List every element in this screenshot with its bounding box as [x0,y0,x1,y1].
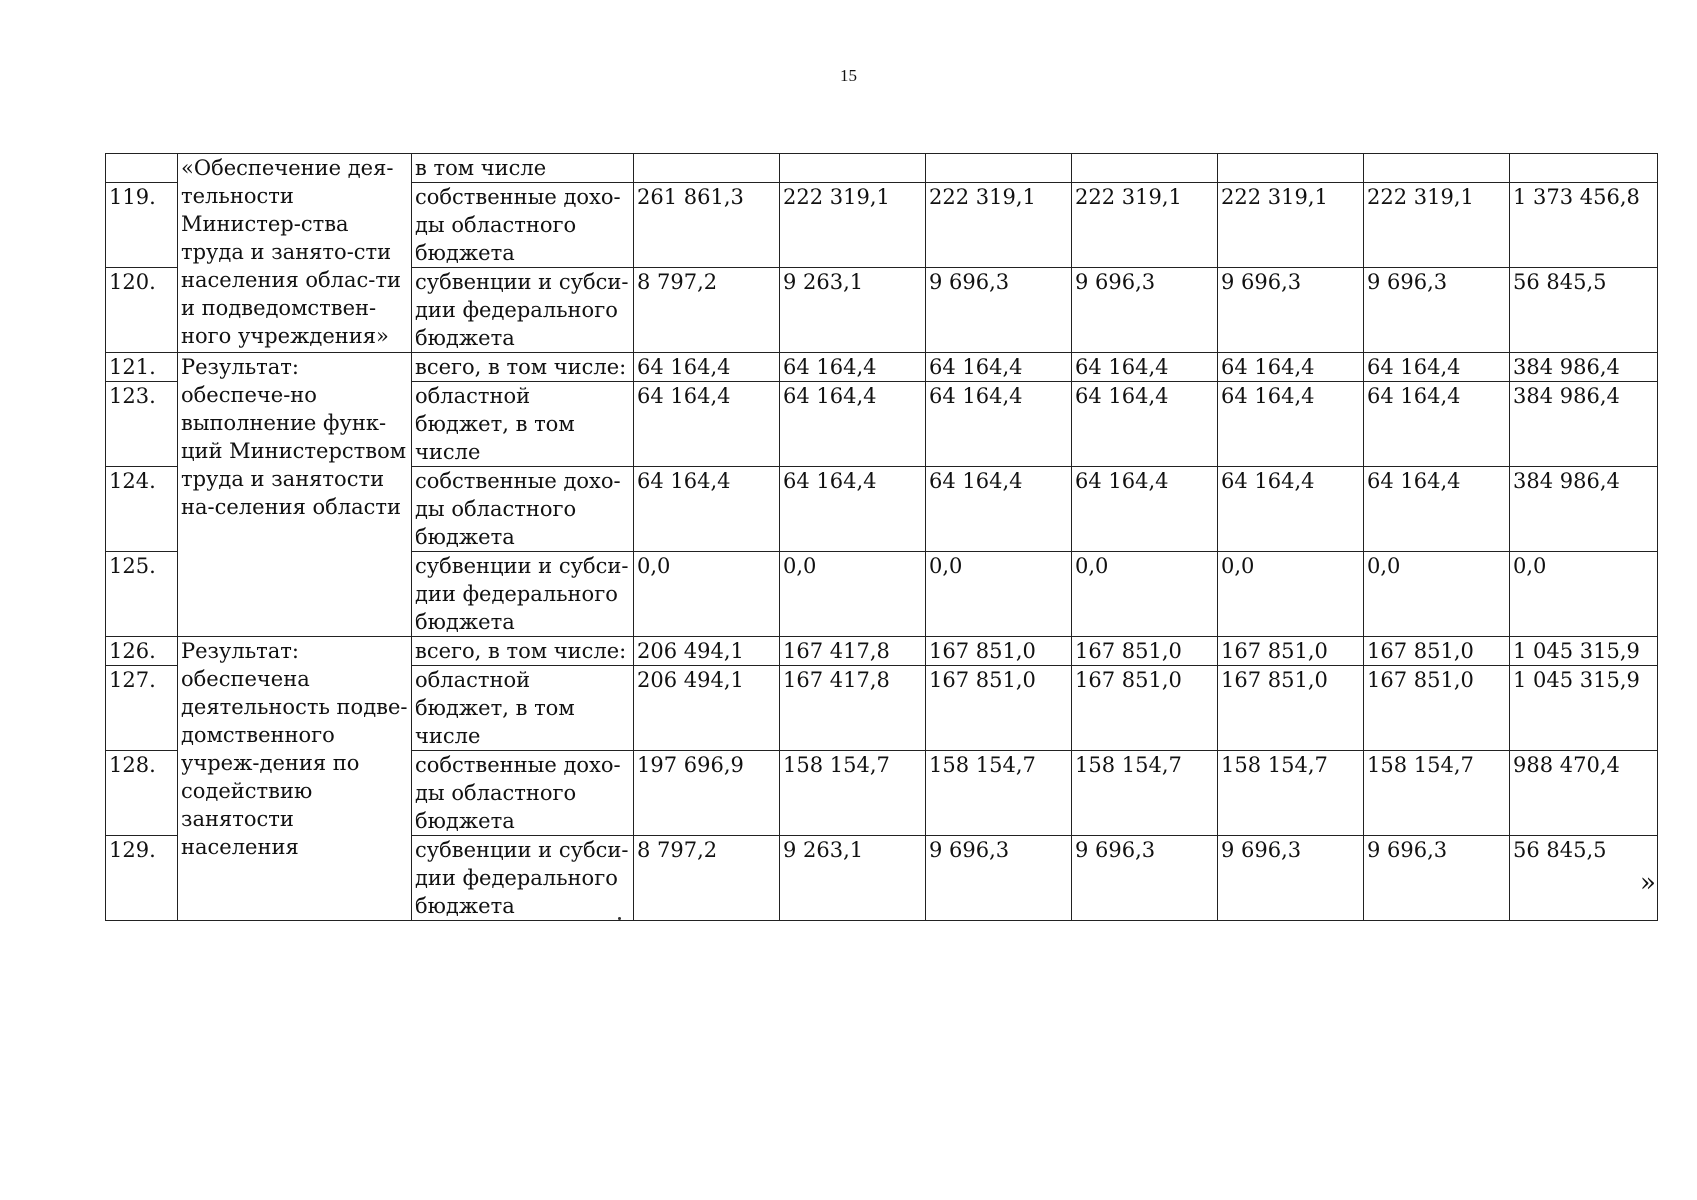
value-cell [1364,154,1510,183]
row-number-cell: 121. [106,353,178,382]
funding-source-cell: всего, в том числе: [412,637,634,666]
value-cell: 56 845,5 [1510,268,1658,353]
value-cell: 56 845,5 [1510,836,1658,921]
funding-source-cell: областной бюджет, в том числе [412,666,634,751]
funding-source-cell: собственные дохо-ды областного бюджета [412,183,634,268]
value-cell: 167 851,0 [926,666,1072,751]
row-number-cell: 129. [106,836,178,921]
value-cell: 167 851,0 [1072,666,1218,751]
value-cell [1072,154,1218,183]
funding-source-cell: в том числе [412,154,634,183]
value-cell: 0,0 [634,552,780,637]
value-cell: 206 494,1 [634,637,780,666]
value-cell: 9 696,3 [1218,268,1364,353]
table-row [106,154,1658,183]
value-cell: 384 986,4 [1510,353,1658,382]
scan-speck [618,917,621,920]
row-number-cell: 119. [106,183,178,268]
value-cell: 158 154,7 [1364,751,1510,836]
row-number-cell: 124. [106,467,178,552]
value-cell: 206 494,1 [634,666,780,751]
value-cell: 9 696,3 [1364,836,1510,921]
value-cell: 0,0 [1510,552,1658,637]
row-number-cell [106,154,178,183]
value-cell: 988 470,4 [1510,751,1658,836]
value-cell: 1 373 456,8 [1510,183,1658,268]
value-cell: 64 164,4 [634,353,780,382]
row-number-cell: 127. [106,666,178,751]
value-cell: 9 696,3 [1218,836,1364,921]
row-number-cell: 128. [106,751,178,836]
result-description-cell: Результат: обеспече-но выполнение функ-ций Министерством труда и занятости на-селения области [178,353,412,637]
value-cell: 64 164,4 [926,467,1072,552]
value-cell: 158 154,7 [1218,751,1364,836]
value-cell: 1 045 315,9 [1510,666,1658,751]
value-cell: 64 164,4 [1072,353,1218,382]
value-cell: 64 164,4 [780,382,926,467]
value-cell: 8 797,2 [634,268,780,353]
value-cell [1510,154,1658,183]
value-cell: 8 797,2 [634,836,780,921]
value-cell [1218,154,1364,183]
value-cell: 197 696,9 [634,751,780,836]
funding-source-cell: собственные дохо-ды областного бюджета [412,751,634,836]
value-cell: 0,0 [926,552,1072,637]
value-cell: 9 696,3 [1072,268,1218,353]
value-cell: 167 851,0 [1072,637,1218,666]
value-cell: 9 696,3 [1364,268,1510,353]
value-cell: 64 164,4 [780,467,926,552]
value-cell: 64 164,4 [634,467,780,552]
value-cell: 9 263,1 [780,268,926,353]
value-cell: 222 319,1 [1218,183,1364,268]
value-cell: 222 319,1 [1072,183,1218,268]
value-cell: 64 164,4 [1364,382,1510,467]
value-cell: 158 154,7 [780,751,926,836]
value-cell: 0,0 [1218,552,1364,637]
value-cell: 9 263,1 [780,836,926,921]
value-cell [634,154,780,183]
budget-table [105,153,1658,921]
value-cell: 9 696,3 [926,268,1072,353]
value-cell: 9 696,3 [926,836,1072,921]
value-cell: 64 164,4 [1364,467,1510,552]
funding-source-cell: собственные дохо-ды областного бюджета [412,467,634,552]
value-cell: 167 851,0 [1218,637,1364,666]
result-description-cell: Результат: обеспечена деятельность подве-домственного учреж-дения по содействию занятости населения [178,637,412,921]
funding-source-cell: всего, в том числе: [412,353,634,382]
program-name-cell: «Обеспечение дея-тельности Министер-ства труда и занято-сти населения облас-ти и подведомствен-ного учреждения» [178,154,412,353]
value-cell: 0,0 [780,552,926,637]
value-cell: 0,0 [1364,552,1510,637]
value-cell: 167 851,0 [1364,666,1510,751]
value-cell: 384 986,4 [1510,467,1658,552]
value-cell: 222 319,1 [1364,183,1510,268]
row-number-cell: 123. [106,382,178,467]
row-number-cell: 125. [106,552,178,637]
value-cell: 167 851,0 [1364,637,1510,666]
table-row [106,637,1658,666]
page-number: 15 [840,66,857,85]
value-cell: 261 861,3 [634,183,780,268]
value-cell: 384 986,4 [1510,382,1658,467]
value-cell: 158 154,7 [926,751,1072,836]
funding-source-cell: областной бюджет, в том числе [412,382,634,467]
value-cell [780,154,926,183]
value-cell: 167 851,0 [1218,666,1364,751]
value-cell: 64 164,4 [1072,382,1218,467]
funding-source-cell: субвенции и субси-дии федерального бюджета [412,268,634,353]
value-cell: 158 154,7 [1072,751,1218,836]
value-cell: 222 319,1 [926,183,1072,268]
value-cell: 167 851,0 [926,637,1072,666]
value-cell: 64 164,4 [1364,353,1510,382]
value-cell: 0,0 [1072,552,1218,637]
value-cell: 64 164,4 [926,353,1072,382]
value-cell: 167 417,8 [780,666,926,751]
row-number-cell: 120. [106,268,178,353]
funding-source-cell: субвенции и субси-дии федерального бюджета [412,552,634,637]
value-cell: 1 045 315,9 [1510,637,1658,666]
value-cell: 64 164,4 [1072,467,1218,552]
funding-source-cell: субвенции и субси-дии федерального бюджета [412,836,634,921]
table-body [106,154,1658,921]
value-cell: 64 164,4 [1218,353,1364,382]
row-number-cell: 126. [106,637,178,666]
table-row [106,353,1658,382]
value-cell: 64 164,4 [780,353,926,382]
value-cell [926,154,1072,183]
value-cell: 64 164,4 [1218,382,1364,467]
value-cell: 64 164,4 [634,382,780,467]
value-cell: 64 164,4 [1218,467,1364,552]
value-cell: 222 319,1 [780,183,926,268]
closing-quote: » [1640,868,1656,898]
value-cell: 167 417,8 [780,637,926,666]
value-cell: 64 164,4 [926,382,1072,467]
value-cell: 9 696,3 [1072,836,1218,921]
